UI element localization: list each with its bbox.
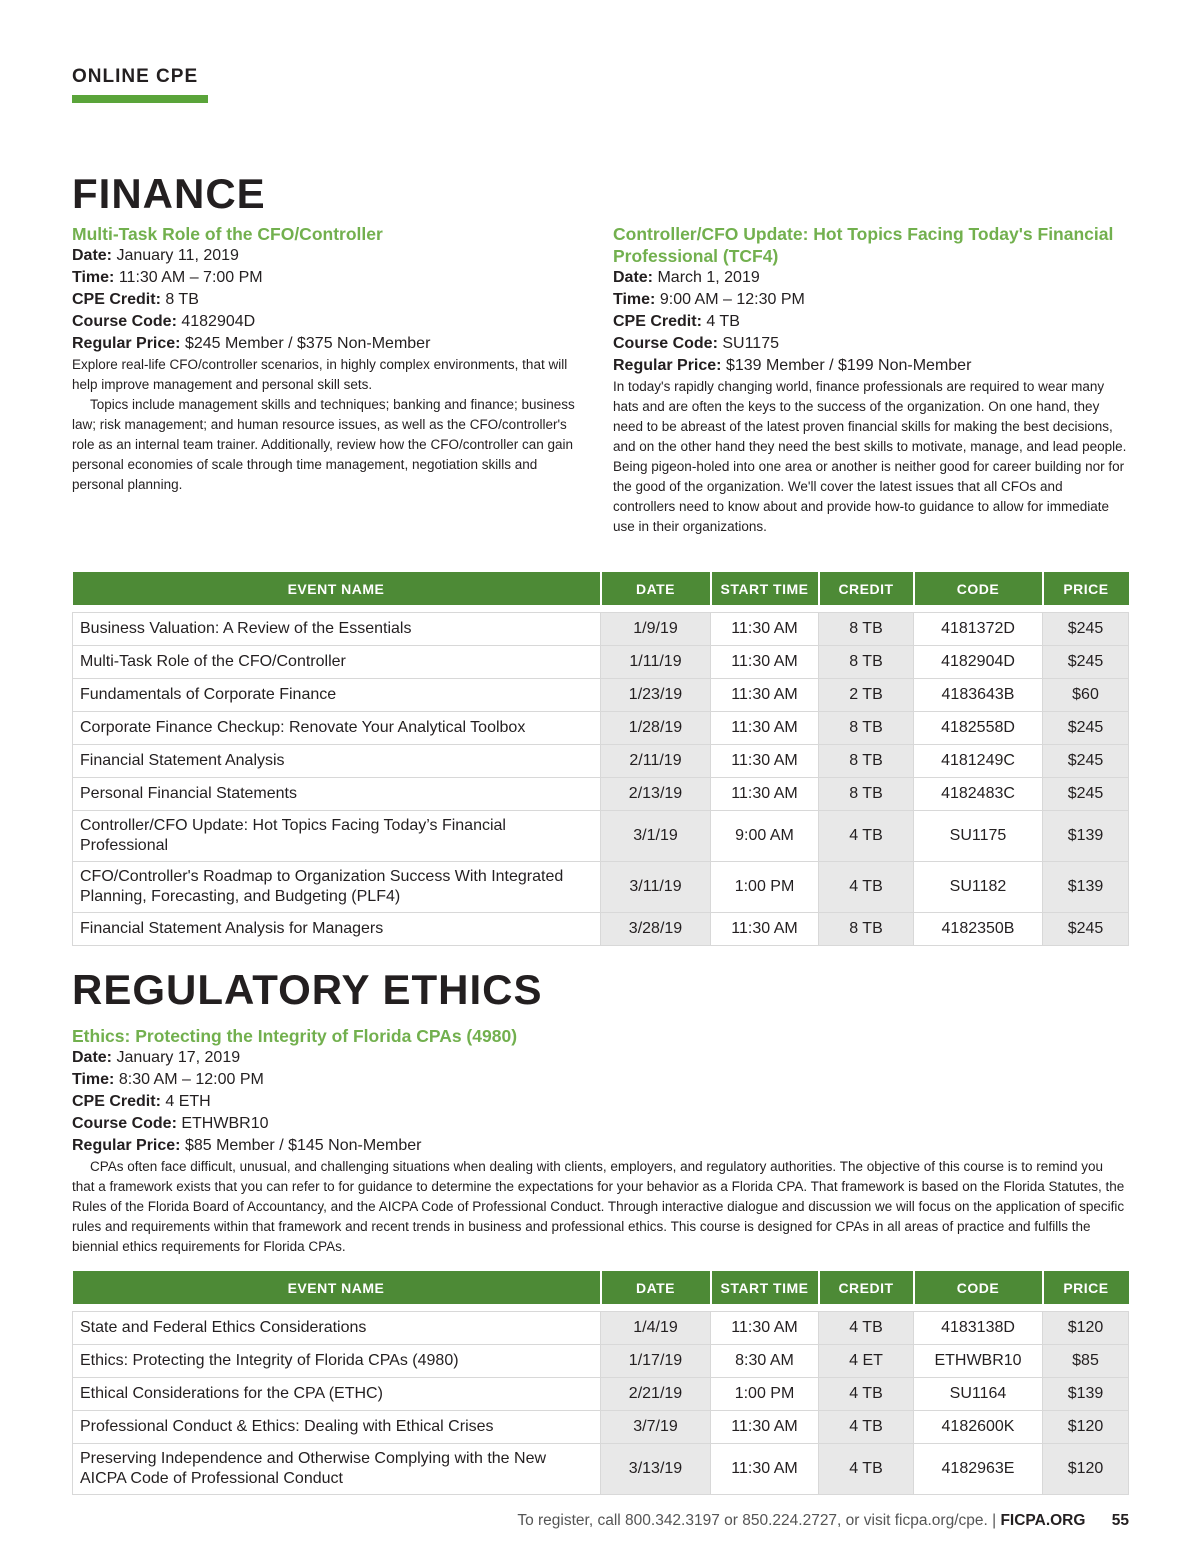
table-cell: ETHWBR10 xyxy=(914,1344,1043,1377)
table-cell: 4182600K xyxy=(914,1410,1043,1443)
table-cell: 8:30 AM xyxy=(711,1344,819,1377)
table-cell: 1:00 PM xyxy=(711,1377,819,1410)
event-name-cell: CFO/Controller's Roadmap to Organization Success With Integrated Planning, Forecasting, and Budgeting (PLF4) xyxy=(73,861,601,912)
course-time: Time: 9:00 AM – 12:30 PM xyxy=(613,291,805,308)
table-cell: 4 TB xyxy=(819,861,914,912)
table-cell: 4183138D xyxy=(914,1311,1043,1344)
course-code: Course Code: ETHWBR10 xyxy=(72,1115,269,1132)
table-cell: 9:00 AM xyxy=(711,810,819,861)
table-cell: $120 xyxy=(1043,1410,1129,1443)
course-description: Explore real-life CFO/controller scenarios, in highly complex environments, that will help improve management and personal skill sets. Topics include management skills and techniques; banking and finance; business law; risk management; and human resource issues, as well as the CFO/controller's role as an internal team trainer. Additionally, review how the CFO/controller can gain personal economies of scale through time management, negotiation skills and personal planning. xyxy=(72,357,575,492)
table-row xyxy=(73,1311,1129,1344)
table-cell: 3/13/19 xyxy=(601,1443,711,1494)
table-row xyxy=(73,744,1129,777)
finance-heading: FINANCE xyxy=(72,170,266,217)
footer-brand-link[interactable]: FICPA.ORG xyxy=(1000,1512,1086,1529)
table-cell: 3/1/19 xyxy=(601,810,711,861)
table-cell: 3/28/19 xyxy=(601,912,711,945)
table-row xyxy=(73,810,1129,861)
course-time: Time: 11:30 AM – 7:00 PM xyxy=(72,269,263,286)
event-name-cell: Financial Statement Analysis xyxy=(73,744,601,777)
table-cell: $120 xyxy=(1043,1443,1129,1494)
page-footer xyxy=(0,1512,1129,1530)
table-cell: $245 xyxy=(1043,711,1129,744)
event-name-cell: Ethical Considerations for the CPA (ETHC) xyxy=(73,1377,601,1410)
course-date: Date: January 11, 2019 xyxy=(72,247,239,264)
table-row xyxy=(73,645,1129,678)
table-cell: 4181249C xyxy=(914,744,1043,777)
table-cell: 4182963E xyxy=(914,1443,1043,1494)
table-cell: 4182350B xyxy=(914,912,1043,945)
table-cell: 8 TB xyxy=(819,711,914,744)
table-cell: SU1175 xyxy=(914,810,1043,861)
col-header-date: DATE xyxy=(601,1271,711,1304)
event-name-cell: Business Valuation: A Review of the Essentials xyxy=(73,612,601,645)
table-cell: 2 TB xyxy=(819,678,914,711)
table-cell: 1/4/19 xyxy=(601,1311,711,1344)
table-cell: 4 TB xyxy=(819,1377,914,1410)
table-cell: 4182558D xyxy=(914,711,1043,744)
table-cell: 4182483C xyxy=(914,777,1043,810)
ethics-events-table xyxy=(72,1271,1129,1495)
col-header-code: CODE xyxy=(914,572,1043,605)
course-time: Time: 8:30 AM – 12:00 PM xyxy=(72,1071,264,1088)
col-header-price: PRICE xyxy=(1043,1271,1129,1304)
course-price: Regular Price: $139 Member / $199 Non-Member xyxy=(613,357,972,374)
course-title: Multi-Task Role of the CFO/Controller xyxy=(72,224,383,244)
table-cell: $139 xyxy=(1043,1377,1129,1410)
event-name-cell: Corporate Finance Checkup: Renovate Your Analytical Toolbox xyxy=(73,711,601,744)
table-cell: SU1164 xyxy=(914,1377,1043,1410)
table-cell: 11:30 AM xyxy=(711,1410,819,1443)
col-header-credit: CREDIT xyxy=(819,572,914,605)
event-name-cell: Multi-Task Role of the CFO/Controller xyxy=(73,645,601,678)
table-row xyxy=(73,612,1129,645)
event-name-cell: Ethics: Protecting the Integrity of Florida CPAs (4980) xyxy=(73,1344,601,1377)
event-name-cell: Fundamentals of Corporate Finance xyxy=(73,678,601,711)
table-cell: $120 xyxy=(1043,1311,1129,1344)
table-cell xyxy=(73,1304,1129,1311)
table-cell: 11:30 AM xyxy=(711,1311,819,1344)
course-date: Date: January 17, 2019 xyxy=(72,1049,241,1066)
event-name-cell: State and Federal Ethics Considerations xyxy=(73,1311,601,1344)
table-cell: 4 ET xyxy=(819,1344,914,1377)
table-cell: 2/13/19 xyxy=(601,777,711,810)
table-cell: $60 xyxy=(1043,678,1129,711)
page-number: 55 xyxy=(1111,1512,1129,1529)
course-code: Course Code: SU1175 xyxy=(613,335,779,352)
table-cell: $245 xyxy=(1043,777,1129,810)
col-header-price: PRICE xyxy=(1043,572,1129,605)
ethics-heading: REGULATORY ETHICS xyxy=(72,966,543,1013)
table-cell: 4182904D xyxy=(914,645,1043,678)
section-tag xyxy=(72,66,208,103)
table-cell: 1/17/19 xyxy=(601,1344,711,1377)
table-cell xyxy=(73,605,1129,612)
table-cell: 4181372D xyxy=(914,612,1043,645)
event-name-cell: Professional Conduct & Ethics: Dealing with Ethical Crises xyxy=(73,1410,601,1443)
table-row xyxy=(73,777,1129,810)
table-cell: $139 xyxy=(1043,861,1129,912)
course-cpe-credit: CPE Credit: 8 TB xyxy=(72,291,199,308)
table-cell: 11:30 AM xyxy=(711,912,819,945)
event-name-cell: Financial Statement Analysis for Managers xyxy=(73,912,601,945)
table-cell: 11:30 AM xyxy=(711,1443,819,1494)
finance-events-table xyxy=(72,572,1129,946)
col-header-event-name: EVENT NAME xyxy=(73,572,601,605)
table-cell: 1/11/19 xyxy=(601,645,711,678)
table-cell: 1:00 PM xyxy=(711,861,819,912)
ethics-course xyxy=(72,1025,1128,1257)
table-cell: 8 TB xyxy=(819,645,914,678)
course-date: Date: March 1, 2019 xyxy=(613,269,760,286)
table-row xyxy=(73,1377,1129,1410)
table-cell: 1/23/19 xyxy=(601,678,711,711)
table-cell: $245 xyxy=(1043,645,1129,678)
table-cell: 11:30 AM xyxy=(711,777,819,810)
section-tag-label: ONLINE CPE xyxy=(72,66,199,87)
table-cell: $245 xyxy=(1043,612,1129,645)
col-header-date: DATE xyxy=(601,572,711,605)
footer-register-text: To register, call 800.342.3197 or 850.224.2727, or visit ficpa.org/cpe. | xyxy=(517,1512,997,1529)
table-row xyxy=(73,912,1129,945)
course-description: CPAs often face difficult, unusual, and challenging situations when dealing with clients, employers, and regulatory authorities. The objective of this course is to remind you that a framework exists that you can refer to for guidance to determine the expectations for your behavior as a Florida CPA. That framework is based on the Florida Statutes, the Rules of the Florida Board of Accountancy, and the AICPA Code of Professional Conduct. Through interactive dialogue and discussion we will focus on the application of specific rules and requirements within that framework and recent trends in business and professional ethics. This course is designed for CPAs in all areas of practice and fulfills the biennial ethics requirements for Florida CPAs. xyxy=(72,1159,1125,1254)
table-cell: $85 xyxy=(1043,1344,1129,1377)
table-cell: 8 TB xyxy=(819,612,914,645)
course-description: In today's rapidly changing world, finance professionals are required to wear many hats and are often the keys to the success of the organization. On one hand, they need to be abreast of the latest proven financial skills for making the best decisions, and on the other hand they need the best skills to motivate, manage, and lead people. Being pigeon-holed into one area or another is neither good for career building nor for the good of the organization. We'll cover the latest issues that all CFOs and controllers need to know about and provide how-to guidance to allow for immediate use in their organizations. xyxy=(613,379,1127,534)
course-title: Ethics: Protecting the Integrity of Florida CPAs (4980) xyxy=(72,1026,518,1046)
table-cell: 1/9/19 xyxy=(601,612,711,645)
table-cell: 4 TB xyxy=(819,1311,914,1344)
col-header-start-time: START TIME xyxy=(711,1271,819,1304)
table-cell: 8 TB xyxy=(819,744,914,777)
table-cell: 11:30 AM xyxy=(711,744,819,777)
table-cell: 4 TB xyxy=(819,810,914,861)
course-title: Controller/CFO Update: Hot Topics Facing Today's Financial Professional (TCF4) xyxy=(613,224,1114,266)
table-cell: 2/21/19 xyxy=(601,1377,711,1410)
table-row xyxy=(73,1410,1129,1443)
table-cell: 2/11/19 xyxy=(601,744,711,777)
finance-course-right xyxy=(613,223,1128,537)
table-cell: 4 TB xyxy=(819,1410,914,1443)
event-name-cell: Preserving Independence and Otherwise Complying with the New AICPA Code of Professional Conduct xyxy=(73,1443,601,1494)
table-cell: 11:30 AM xyxy=(711,645,819,678)
course-price: Regular Price: $85 Member / $145 Non-Member xyxy=(72,1137,422,1154)
course-cpe-credit: CPE Credit: 4 TB xyxy=(613,313,740,330)
table-row xyxy=(73,1344,1129,1377)
event-name-cell: Personal Financial Statements xyxy=(73,777,601,810)
event-name-cell: Controller/CFO Update: Hot Topics Facing Today’s Financial Professional xyxy=(73,810,601,861)
table-cell: 8 TB xyxy=(819,912,914,945)
table-cell: $139 xyxy=(1043,810,1129,861)
course-code: Course Code: 4182904D xyxy=(72,313,256,330)
table-cell: 3/7/19 xyxy=(601,1410,711,1443)
table-cell: 3/11/19 xyxy=(601,861,711,912)
table-cell: 11:30 AM xyxy=(711,678,819,711)
section-tag-underline xyxy=(72,95,208,103)
table-cell: 4 TB xyxy=(819,1443,914,1494)
col-header-start-time: START TIME xyxy=(711,572,819,605)
table-cell: $245 xyxy=(1043,912,1129,945)
table-cell: 11:30 AM xyxy=(711,711,819,744)
table-cell: $245 xyxy=(1043,744,1129,777)
col-header-credit: CREDIT xyxy=(819,1271,914,1304)
col-header-event-name: EVENT NAME xyxy=(73,1271,601,1304)
finance-course-left xyxy=(72,223,577,495)
table-cell: 8 TB xyxy=(819,777,914,810)
course-cpe-credit: CPE Credit: 4 ETH xyxy=(72,1093,211,1110)
table-cell: 11:30 AM xyxy=(711,612,819,645)
table-row xyxy=(73,678,1129,711)
table-row xyxy=(73,711,1129,744)
table-row xyxy=(73,1443,1129,1494)
table-cell: 4183643B xyxy=(914,678,1043,711)
table-row xyxy=(73,861,1129,912)
table-cell: 1/28/19 xyxy=(601,711,711,744)
table-cell: SU1182 xyxy=(914,861,1043,912)
course-price: Regular Price: $245 Member / $375 Non-Member xyxy=(72,335,431,352)
col-header-code: CODE xyxy=(914,1271,1043,1304)
